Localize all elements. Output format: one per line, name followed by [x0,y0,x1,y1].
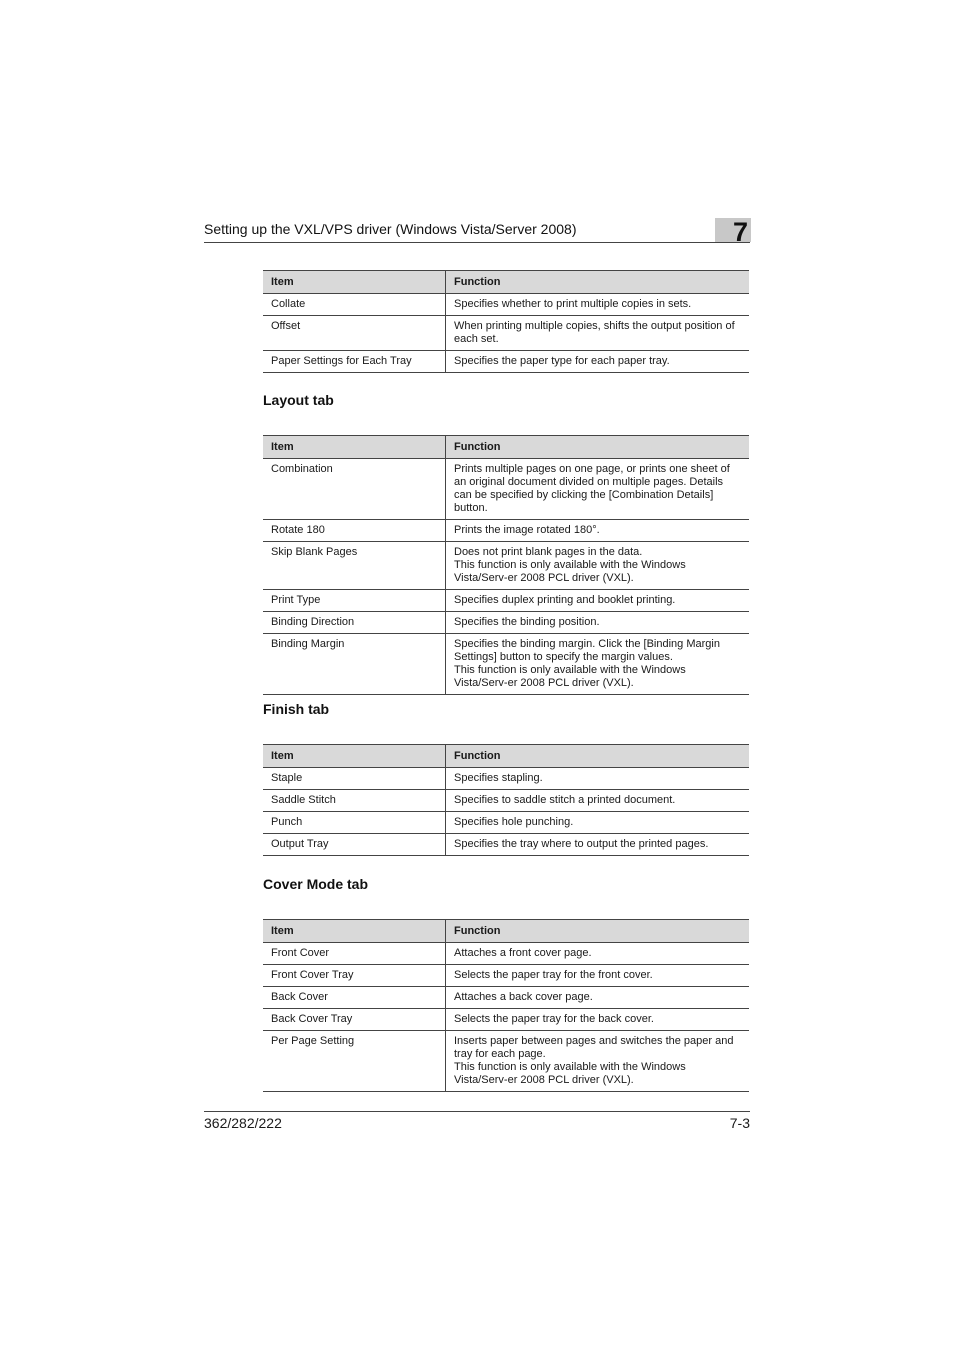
function-cell: Prints the image rotated 180°. [446,520,750,542]
printing-settings-table [263,270,749,373]
table-row [263,1031,749,1092]
table-row [263,812,749,834]
function-cell: Specifies the tray where to output the printed pages. [446,834,750,856]
cover-mode-tab-table [263,919,749,1092]
column-header-function: Function [446,436,750,459]
function-cell: Specifies the paper type for each paper tray. [446,351,750,373]
page-number: 7-3 [729,1115,750,1131]
function-cell: Does not print blank pages in the data. This function is only available with the Windows Vista/Serv-er 2008 PCL driver (VXL). [446,542,750,590]
item-cell: Skip Blank Pages [263,542,446,590]
column-header-item: Item [263,436,446,459]
item-cell: Binding Direction [263,612,446,634]
column-header-item: Item [263,745,446,768]
table-row [263,459,749,520]
header-title: Setting up the VXL/VPS driver (Windows Vista/Server 2008) [204,221,577,237]
item-cell: Combination [263,459,446,520]
table-row [263,943,749,965]
table-row [263,965,749,987]
table-row [263,634,749,695]
item-cell: Rotate 180 [263,520,446,542]
table-row [263,768,749,790]
cover-mode-tab-heading: Cover Mode tab [263,876,369,892]
function-cell: Attaches a back cover page. [446,987,750,1009]
layout-tab-heading: Layout tab [263,392,334,408]
function-cell: Inserts paper between pages and switches the paper and tray for each page. This function is only available with the Windows Vista/Serv-er 2008 PCL driver (VXL). [446,1031,750,1092]
table-header-row [263,436,749,459]
finish-tab-heading: Finish tab [263,701,330,717]
function-cell: Specifies the binding margin. Click the [Binding Margin Settings] button to specify the margin values. This function is only available with the Windows Vista/Serv-er 2008 PCL driver (VXL). [446,634,750,695]
function-cell: Specifies duplex printing and booklet printing. [446,590,750,612]
item-cell: Output Tray [263,834,446,856]
function-cell: Specifies the binding position. [446,612,750,634]
table-row [263,542,749,590]
function-cell: Selects the paper tray for the front cover. [446,965,750,987]
item-cell: Back Cover [263,987,446,1009]
item-cell: Per Page Setting [263,1031,446,1092]
chapter-number: 7 [732,217,748,247]
column-header-function: Function [446,745,750,768]
table-row [263,294,749,316]
item-cell: Print Type [263,590,446,612]
model-number: 362/282/222 [204,1115,282,1131]
finish-tab-table [263,744,749,856]
item-cell: Back Cover Tray [263,1009,446,1031]
table-row [263,834,749,856]
table-row [263,351,749,373]
function-cell: Specifies hole punching. [446,812,750,834]
layout-tab-table [263,435,749,695]
table-row [263,790,749,812]
item-cell: Collate [263,294,446,316]
item-cell: Paper Settings for Each Tray [263,351,446,373]
table-header-row [263,920,749,943]
item-cell: Punch [263,812,446,834]
table-row [263,520,749,542]
item-cell: Offset [263,316,446,351]
table-header-row [263,271,749,294]
function-cell: Prints multiple pages on one page, or prints one sheet of an original document divided on multiple pages. Details can be specified by clicking the [Combination Details] button. [446,459,750,520]
table-row [263,987,749,1009]
column-header-function: Function [446,920,750,943]
item-cell: Front Cover Tray [263,965,446,987]
function-cell: When printing multiple copies, shifts the output position of each set. [446,316,750,351]
item-cell: Saddle Stitch [263,790,446,812]
item-cell: Front Cover [263,943,446,965]
column-header-item: Item [263,920,446,943]
table-header-row [263,745,749,768]
page-header [204,218,750,243]
function-cell: Specifies whether to print multiple copies in sets. [446,294,750,316]
page-footer [204,1111,750,1131]
table-row [263,612,749,634]
table-row [263,590,749,612]
function-cell: Specifies stapling. [446,768,750,790]
item-cell: Staple [263,768,446,790]
function-cell: Specifies to saddle stitch a printed document. [446,790,750,812]
column-header-item: Item [263,271,446,294]
item-cell: Binding Margin [263,634,446,695]
table-row [263,316,749,351]
column-header-function: Function [446,271,750,294]
function-cell: Attaches a front cover page. [446,943,750,965]
chapter-badge [715,217,751,247]
table-row [263,1009,749,1031]
function-cell: Selects the paper tray for the back cover. [446,1009,750,1031]
